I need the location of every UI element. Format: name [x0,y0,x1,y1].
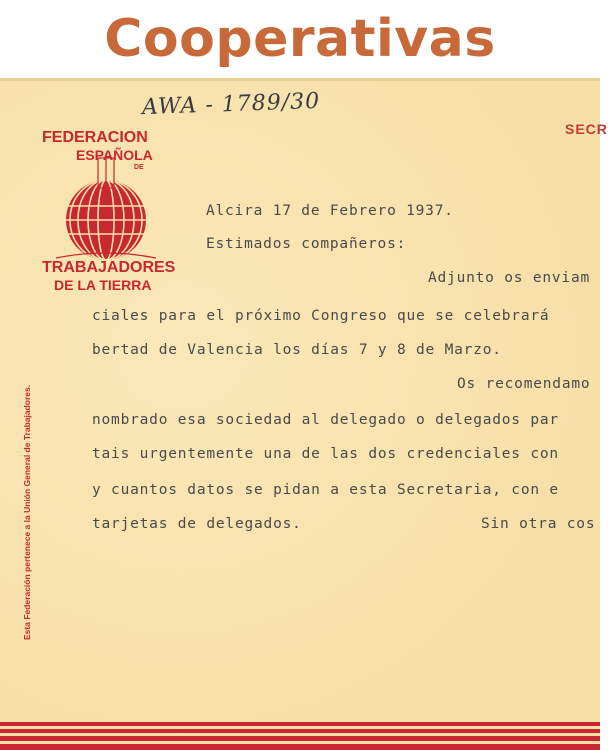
side-ugt-note: Esta Federación pertenece a la Unión General de Trabajadores. [22,384,32,640]
footer-stripe [0,736,600,741]
logo-line-2: ESPAÑOLA [76,147,153,163]
paper-top-edge [0,78,600,81]
logo-line-5: DE LA TIERRA [54,277,152,293]
logo-line-1: FEDERACION [42,129,148,146]
letter-line-6: Os recomendamo [457,376,591,392]
footer-stripes [0,718,600,750]
letter-line-3: Adjunto os enviam [428,270,591,286]
letter-line-10: tarjetas de delegados. [92,516,302,532]
letter-line-7: nombrado esa sociedad al delegado o delegados par [92,412,559,428]
footer-stripe [0,744,600,750]
letter-line-9: y cuantos datos se pidan a esta Secretaria, con e [92,482,559,498]
footer-stripe [0,722,600,726]
footer-stripe [0,729,600,733]
letter-line-11: Sin otra cos [481,516,596,532]
logo-line-3: DE [134,164,144,171]
banner [0,0,600,78]
letter-greeting: Estimados compañeros: [206,236,407,252]
letter-line-4: ciales para el próximo Congreso que se celebrará [92,308,550,324]
letterhead-right-text: SECR [565,121,608,137]
banner-title: Cooperativas [104,9,496,69]
letter-date: Alcira 17 de Febrero 1937. [206,203,454,219]
federation-logo [36,128,186,298]
letter-line-8: tais urgentemente una de las dos credenciales con [92,446,559,462]
handwritten-reference: AWA - 1789/30 [141,88,321,121]
logo-line-4: TRABAJADORES [42,259,176,276]
letter-line-5: bertad de Valencia los días 7 y 8 de Marzo. [92,342,502,358]
